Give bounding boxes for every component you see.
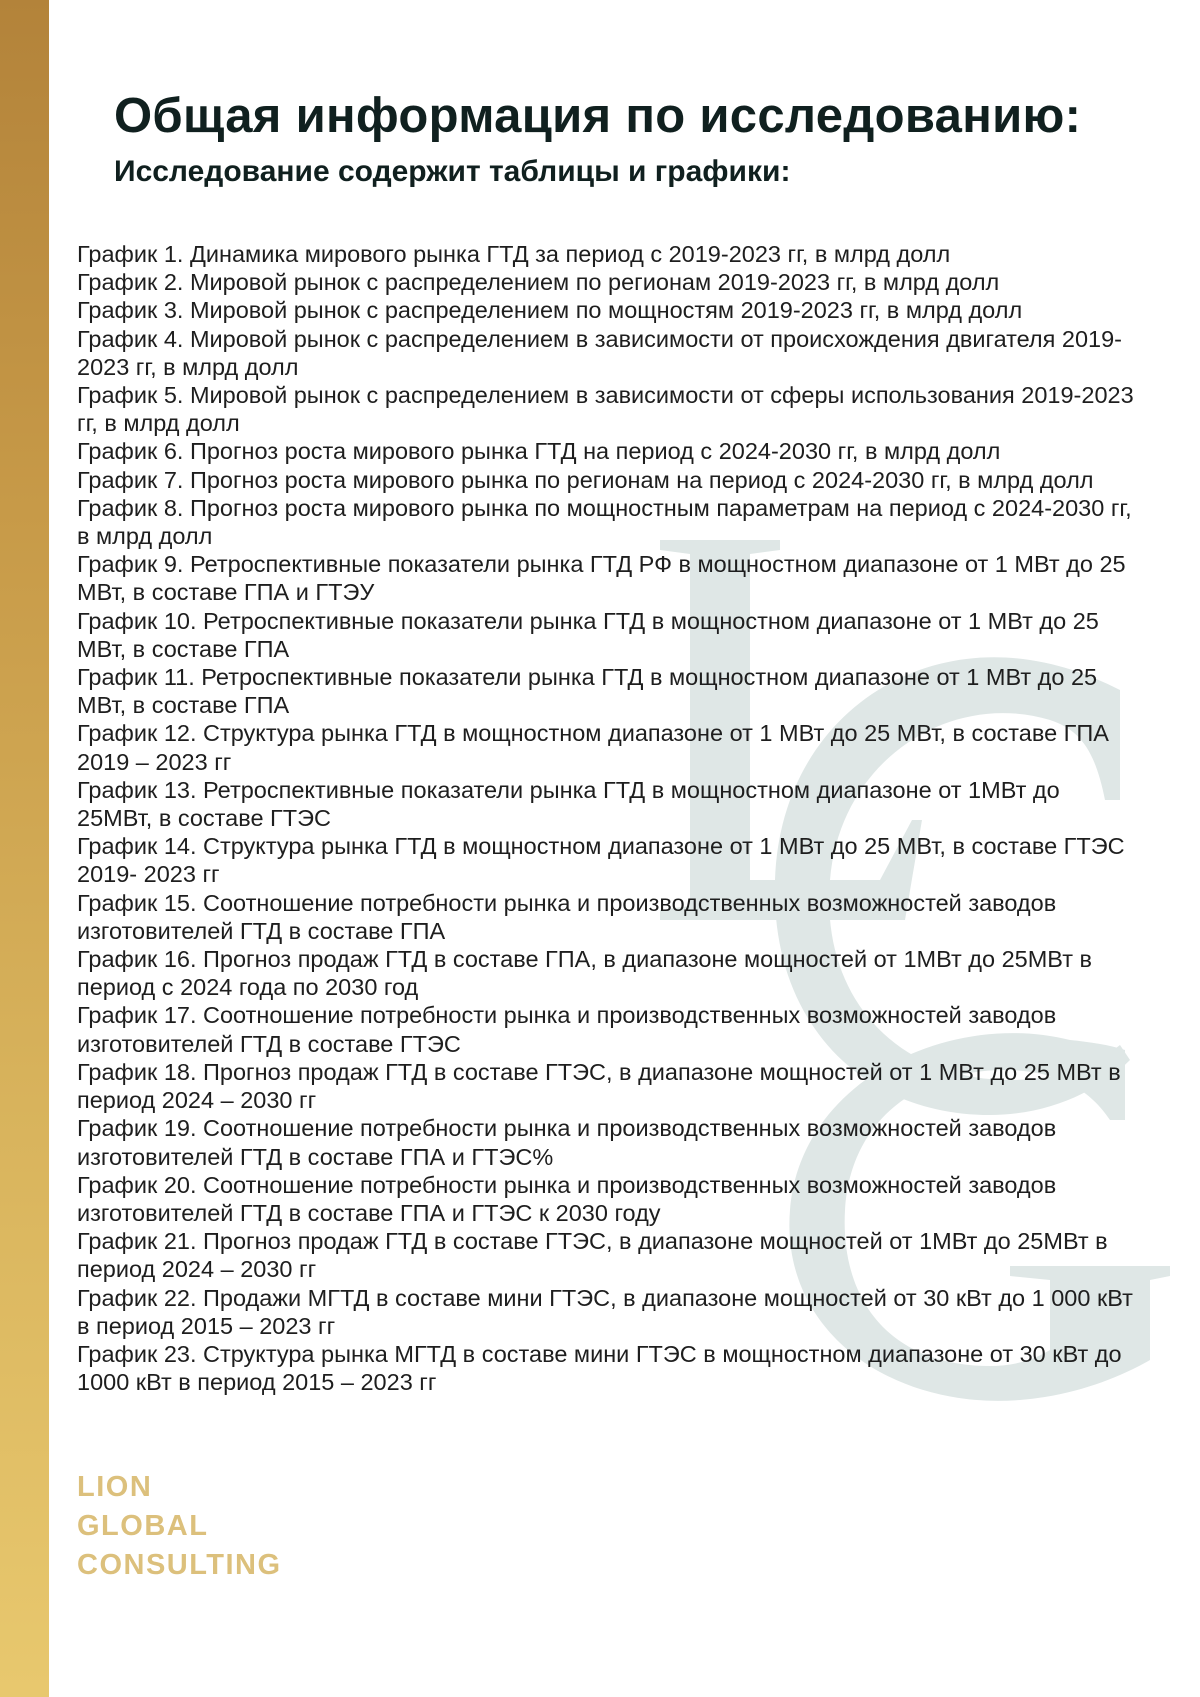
page-title: Общая информация по исследованию: — [114, 89, 1082, 143]
list-item: График 3. Мировой рынок с распределением по мощностям 2019-2023 гг, в млрд долл — [77, 297, 1023, 324]
list-item: График 6. Прогноз роста мирового рынка ГТД на период с 2024-2030 гг, в млрд долл — [77, 438, 1001, 465]
list-item: График 12. Структура рынка ГТД в мощностном диапазоне от 1 МВт до 25 МВт, в составе ГПА 2019 – 2023 гг — [77, 720, 1109, 775]
list-item: График 18. Прогноз продаж ГТД в составе ГТЭС, в диапазоне мощностей от 1 МВт до 25 МВт в период 2024 – 2030 гг — [77, 1058, 1121, 1114]
list-item: График 5. Мировой рынок с распределением в зависимости от сферы использования 2019-2023 гг, в млрд долл — [77, 382, 1134, 437]
list-item: График 4. Мировой рынок с распределением в зависимости от происхождения двигателя 2019-2023 гг, в млрд долл — [77, 325, 1122, 380]
list-item: График 20. Соотношение потребности рынка и производственных возможностей заводов изготовителей ГТД в составе ГПА и ГТЭС к 2030 году — [77, 1171, 1057, 1226]
list-item: График 15. Соотношение потребности рынка и производственных возможностей заводов изготовителей ГТД в составе ГПА — [77, 889, 1057, 944]
list-item: График 8. Прогноз роста мирового рынка по мощностным параметрам на период с 2024-2030 гг, в млрд долл — [77, 494, 1132, 550]
list-item: График 9. Ретроспективные показатели рынка ГТД РФ в мощностном диапазоне от 1 МВт до 25 МВт, в составе ГПА и ГТЭУ — [77, 551, 1126, 606]
list-item: График 19. Соотношение потребности рынка и производственных возможностей заводов изготовителей ГТД в составе ГПА и ГТЭС% — [77, 1115, 1057, 1170]
side-accent-band — [0, 0, 49, 1697]
list-item: График 21. Прогноз продаж ГТД в составе ГТЭС, в диапазоне мощностей от 1МВт до 25МВт в период 2024 – 2030 гг — [77, 1228, 1108, 1283]
list-item: График 13. Ретроспективные показатели рынка ГТД в мощностном диапазоне от 1МВт до 25МВт, в составе ГТЭС — [77, 776, 1060, 832]
chart-list — [77, 240, 1137, 1396]
list-item: График 14. Структура рынка ГТД в мощностном диапазоне от 1 МВт до 25 МВт, в составе ГТЭС 2019- 2023 гг — [77, 833, 1125, 888]
list-item: График 10. Ретроспективные показатели рынка ГТД в мощностном диапазоне от 1 МВт до 25 МВт, в составе ГПА — [77, 607, 1099, 662]
brand-line-3: CONSULTING — [77, 1549, 282, 1581]
brand-logo-text — [77, 1468, 282, 1585]
list-item: График 16. Прогноз продаж ГТД в составе ГПА, в диапазоне мощностей от 1МВт до 25МВт в период с 2024 года по 2030 год — [77, 946, 1092, 1001]
page-subtitle: Исследование содержит таблицы и графики: — [114, 155, 791, 188]
list-item: График 17. Соотношение потребности рынка и производственных возможностей заводов изготовителей ГТД в составе ГТЭС — [77, 1002, 1057, 1057]
list-item: График 1. Динамика мирового рынка ГТД за период с 2019-2023 гг, в млрд долл — [77, 241, 951, 267]
list-item: График 22. Продажи МГТД в составе мини ГТЭС, в диапазоне мощностей от 30 кВт до 1 000 кВт в период 2015 – 2023 гг — [77, 1284, 1133, 1339]
brand-line-1: LION — [77, 1471, 153, 1503]
list-item: График 11. Ретроспективные показатели рынка ГТД в мощностном диапазоне от 1 МВт до 25 МВт, в составе ГПА — [77, 664, 1098, 719]
brand-line-2: GLOBAL — [77, 1510, 209, 1542]
list-item: График 2. Мировой рынок с распределением по регионам 2019-2023 гг, в млрд долл — [77, 269, 1000, 296]
list-item: График 23. Структура рынка МГТД в составе мини ГТЭС в мощностном диапазоне от 30 кВт до 1000 кВт в период 2015 – 2023 гг — [77, 1340, 1122, 1396]
list-item: График 7. Прогноз роста мирового рынка по регионам на период с 2024-2030 гг, в млрд долл — [77, 466, 1094, 493]
